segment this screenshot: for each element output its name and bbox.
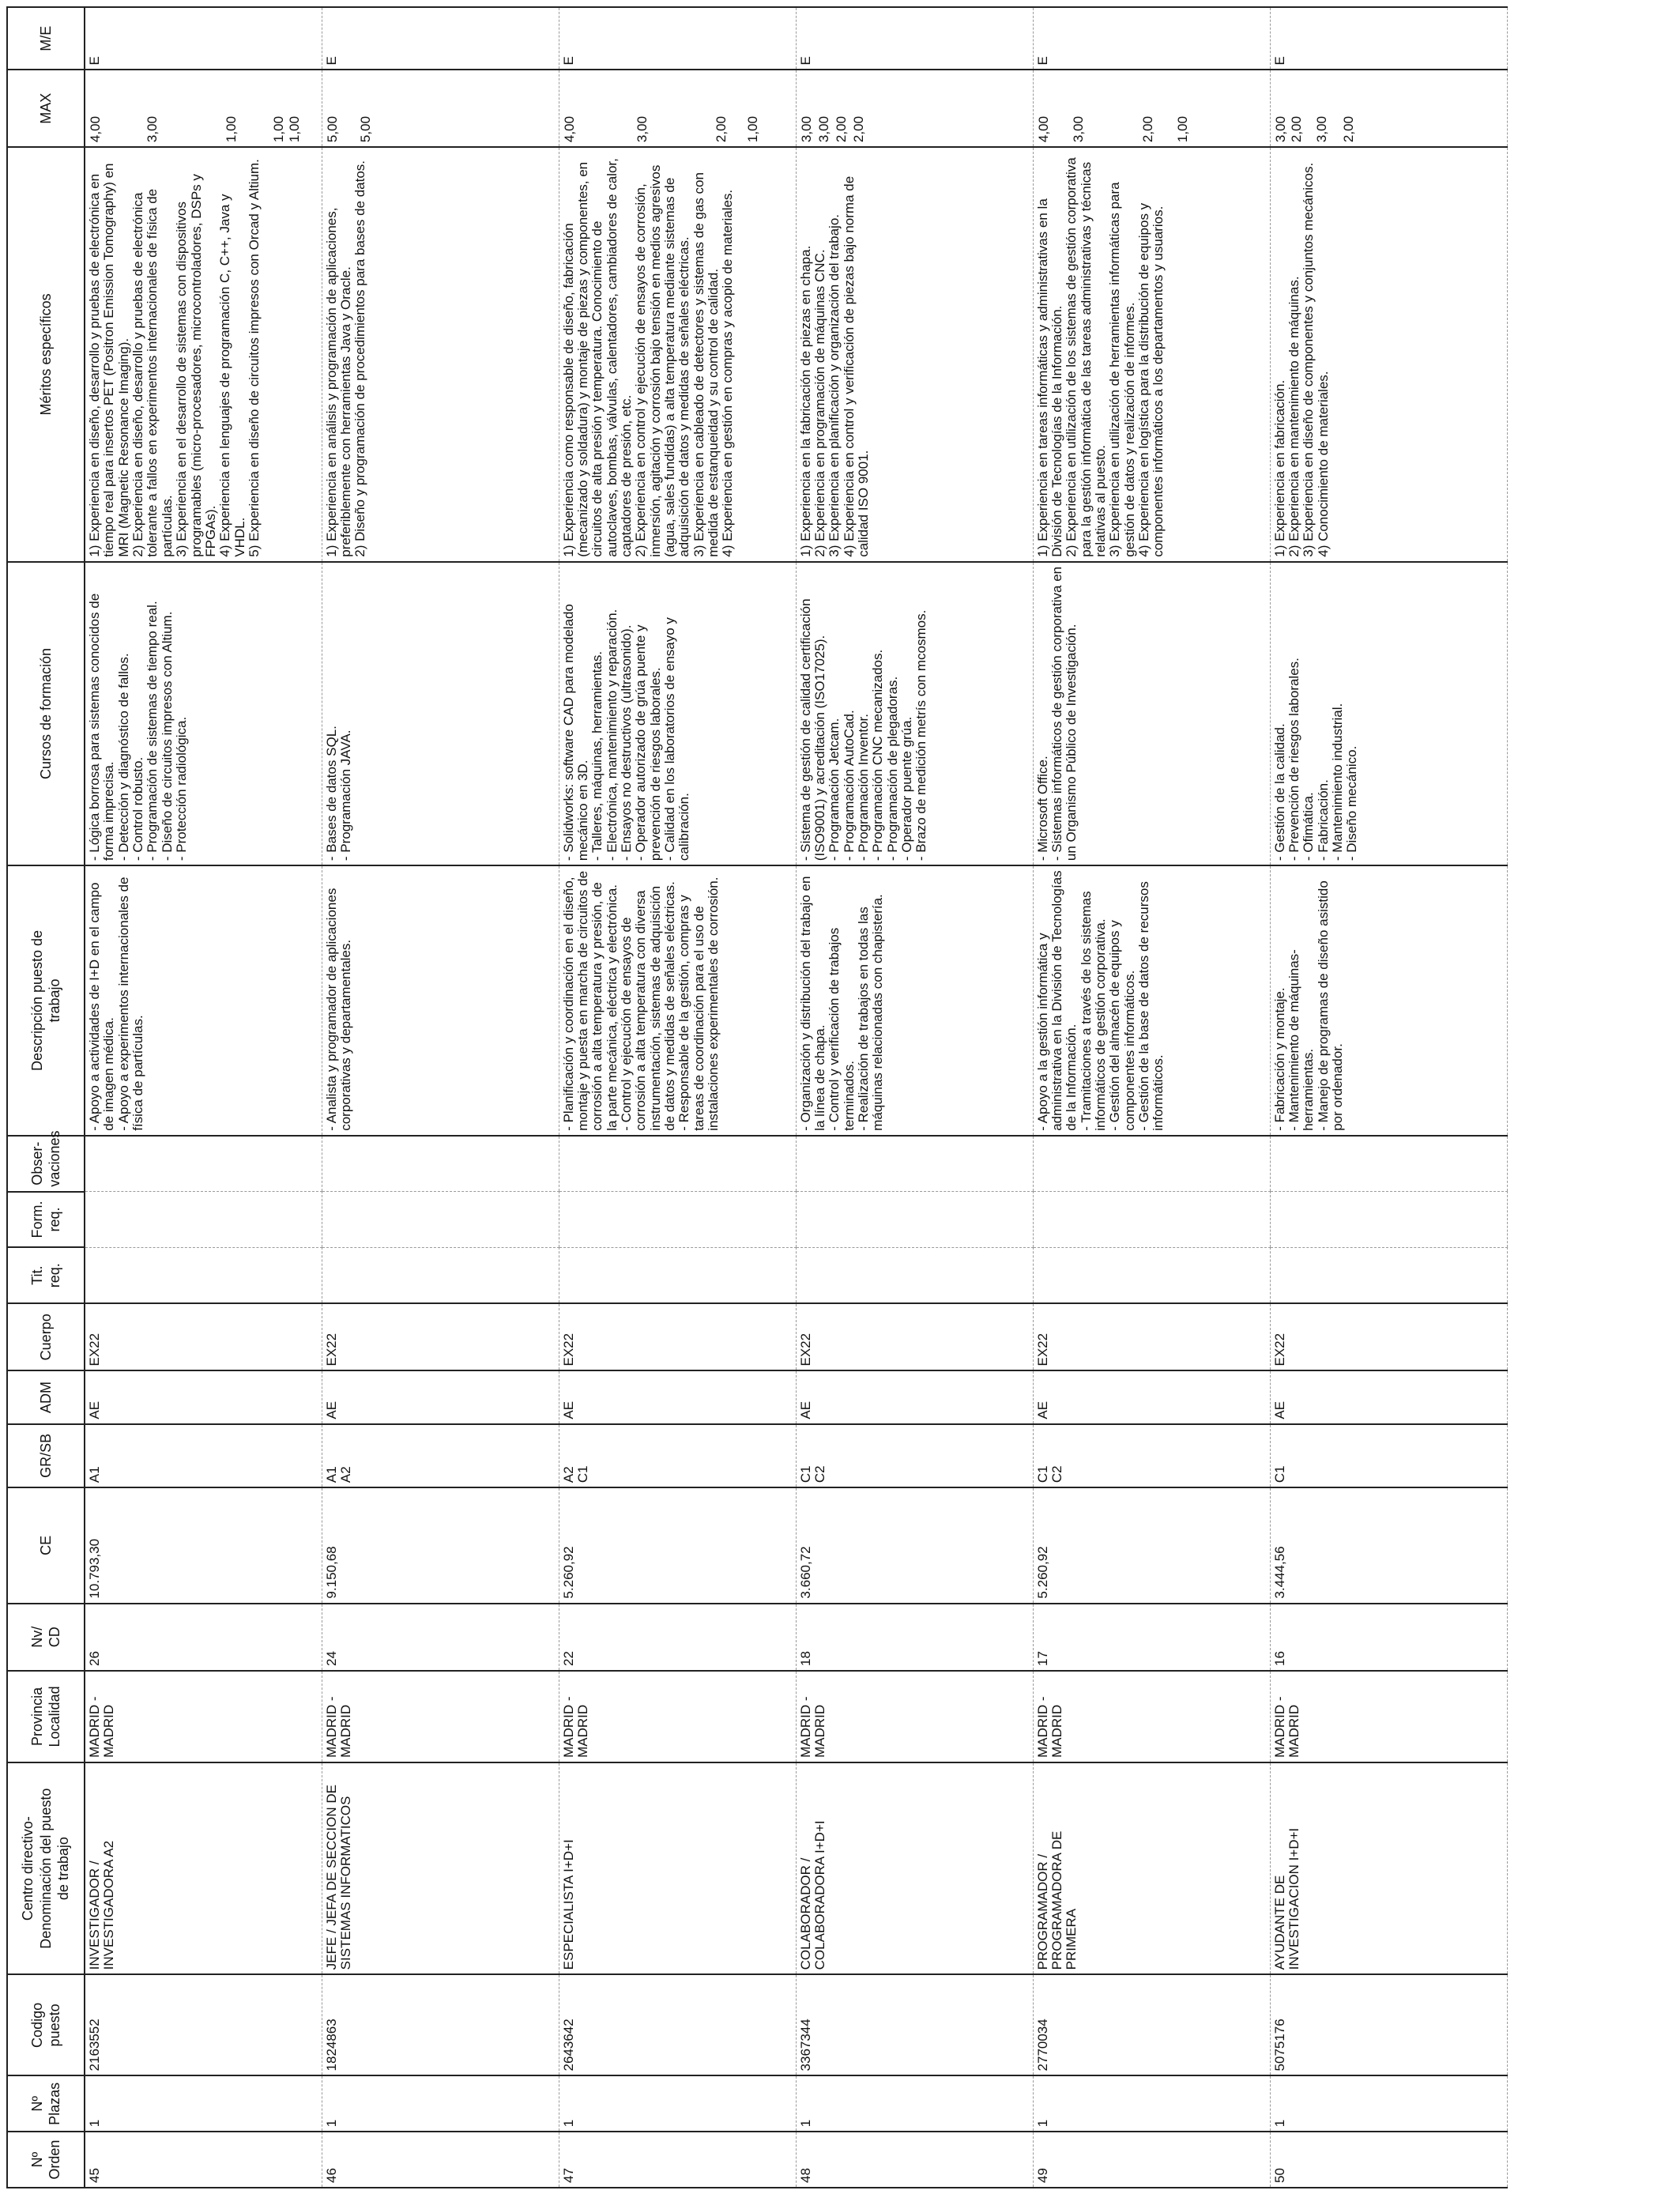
cell-plazas: 1 bbox=[796, 2075, 1033, 2132]
cell-cuerpo: EX22 bbox=[85, 1303, 322, 1370]
max-value: 1,00 bbox=[744, 115, 760, 143]
cell-descripcion: - Apoyo a actividades de I+D en el campo de imagen médica. - Apoyo a experimentos internacionales de física de partículas. bbox=[85, 865, 322, 1136]
header-codigo: Codigo puesto bbox=[7, 1974, 85, 2075]
max-value: 2,00 bbox=[1139, 115, 1155, 143]
cell-codigo: 5075176 bbox=[1270, 1974, 1507, 2075]
cell-meritos: 1) Experiencia como responsable de diseño, fabricación (mecanizado y soldadura) y montaje de piezas y componentes, en circuitos de alta presión y temperatura. Conocimiento de autoclaves, bombas, válvulas, calentadores, cambiadores de calor, captadores de presión, etc. 2) Experiencia en control y ejecución de ensayos de corrosión, inmersión, agitación y corrosión bajo tensión en medios agresivos (agua, sales fundidas) a alta temperatura mediante sistemas de adquisición de datos y medidas de señales eléctricas. 3) Experiencia en cableado de detectores y sistemas de gas con medida de estanqueidad y su control de calidad. 4) Experiencia en gestión en compras y acopio de materiales. bbox=[559, 147, 796, 562]
max-value: 2,00 bbox=[850, 115, 866, 143]
cell-orden: 49 bbox=[1033, 2132, 1270, 2188]
cell-adm: AE bbox=[1033, 1371, 1270, 1424]
cell-titulacion bbox=[796, 1247, 1033, 1303]
cell-centro: COLABORADOR / COLABORADORA I+D+I bbox=[796, 1762, 1033, 1974]
cell-centro: INVESTIGADOR / INVESTIGADORA A2 bbox=[85, 1762, 322, 1974]
cell-adm: AE bbox=[559, 1371, 796, 1424]
cell-grupo: C1 C2 bbox=[796, 1424, 1033, 1488]
cell-provincia: MADRID - MADRID bbox=[1033, 1671, 1270, 1762]
table-body bbox=[85, 7, 1507, 2188]
header-cuerpo: Cuerpo bbox=[7, 1303, 85, 1370]
cell-nivel: 24 bbox=[322, 1604, 559, 1671]
cell-codigo: 1824863 bbox=[322, 1974, 559, 2075]
cell-plazas: 1 bbox=[1270, 2075, 1507, 2132]
cell-provincia: MADRID - MADRID bbox=[1270, 1671, 1507, 1762]
cell-descripcion: - Fabricación y montaje. - Mantenimiento de máquinas-herramientas. - Manejo de programas de diseño asistido por ordenador. bbox=[1270, 865, 1507, 1136]
cell-cuerpo: EX22 bbox=[559, 1303, 796, 1370]
header-row bbox=[7, 7, 85, 2188]
max-value: 1,00 bbox=[224, 115, 239, 143]
max-value: 3,00 bbox=[1272, 115, 1288, 143]
cell-adm: AE bbox=[322, 1371, 559, 1424]
cell-plazas: 1 bbox=[322, 2075, 559, 2132]
cell-max bbox=[796, 70, 1033, 147]
cell-descripcion: - Analista y programador de aplicaciones corporativas y departamentales. bbox=[322, 865, 559, 1136]
cell-cuerpo: EX22 bbox=[322, 1303, 559, 1370]
header-observaciones: Obser- vaciones bbox=[7, 1136, 85, 1192]
cell-formacion bbox=[1033, 1192, 1270, 1248]
cell-cursos: - Solidworks: software CAD para modelado mecánico en 3D. - Talleres, máquinas, herramientas. - Electrónica, mantenimiento y reparación. - Ensayos no destructivos (ultrasonido). - Operador autorizado de grúa puente y prevención de riesgos laborales. - Calidad en los laboratorios de ensayo y calibración. bbox=[559, 562, 796, 865]
cell-ce: 10.793,30 bbox=[85, 1487, 322, 1603]
cell-titulacion bbox=[559, 1247, 796, 1303]
cell-plazas: 1 bbox=[85, 2075, 322, 2132]
cell-max bbox=[322, 70, 559, 147]
table-row bbox=[85, 7, 322, 2188]
cell-orden: 50 bbox=[1270, 2132, 1507, 2188]
max-value: 3,00 bbox=[1313, 115, 1329, 143]
cell-codigo: 3367344 bbox=[796, 1974, 1033, 2075]
header-formacion: Form. req. bbox=[7, 1192, 85, 1248]
table-header bbox=[7, 7, 85, 2188]
cell-nivel: 22 bbox=[559, 1604, 796, 1671]
cell-titulacion bbox=[1270, 1247, 1507, 1303]
cell-grupo: C1 bbox=[1270, 1424, 1507, 1488]
cell-observaciones bbox=[796, 1136, 1033, 1192]
cell-provincia: MADRID - MADRID bbox=[85, 1671, 322, 1762]
max-value: 2,00 bbox=[1340, 115, 1356, 143]
max-value: 2,00 bbox=[713, 115, 729, 143]
max-value: 2,00 bbox=[1288, 115, 1304, 143]
cell-formacion bbox=[796, 1192, 1033, 1248]
cell-ce: 3.660,72 bbox=[796, 1487, 1033, 1603]
max-value: 4,00 bbox=[88, 115, 103, 143]
cell-observaciones bbox=[1033, 1136, 1270, 1192]
cell-meritos: 1) Experiencia en fabricación. 2) Experiencia en mantenimiento de máquinas. 3) Experiencia en diseño de componentes y conjuntos mecánicos. 4) Conocimiento de materiales. bbox=[1270, 147, 1507, 562]
cell-codigo: 2163552 bbox=[85, 1974, 322, 2075]
max-value: 3,00 bbox=[798, 115, 814, 143]
cell-max bbox=[559, 70, 796, 147]
cell-me: E bbox=[322, 7, 559, 70]
cell-orden: 47 bbox=[559, 2132, 796, 2188]
cell-formacion bbox=[85, 1192, 322, 1248]
cell-meritos: 1) Experiencia en diseño, desarrollo y pruebas de electrónica en tiempo real para insertos PET (Positron Emission Tomography) en MRI (Magnetic Resonance Imaging). 2) Experiencia en diseño, desarrollo y pruebas de electrónica tolerante a fallos en experimentos internacionales de física de partículas. 3) Experiencia en el desarrollo de sistemas con dispositivos programables (micro-procesadores, microcontroladores, DSPs y FPGAs). 4) Experiencia en lenguajes de programación C, C++, Java y VHDL. 5) Experiencia en diseño de circuitos impresos con Orcad y Altium. bbox=[85, 147, 322, 562]
cell-grupo: C1 C2 bbox=[1033, 1424, 1270, 1488]
cell-codigo: 2643642 bbox=[559, 1974, 796, 2075]
cell-titulacion bbox=[322, 1247, 559, 1303]
cell-grupo: A1 A2 bbox=[322, 1424, 559, 1488]
cell-centro: JEFE / JEFA DE SECCION DE SISTEMAS INFORMATICOS bbox=[322, 1762, 559, 1974]
cell-me: E bbox=[85, 7, 322, 70]
cell-formacion bbox=[559, 1192, 796, 1248]
cell-provincia: MADRID - MADRID bbox=[559, 1671, 796, 1762]
cell-meritos: 1) Experiencia en tareas informáticas y administrativas en la División de Tecnologías de la Información. 2) Experiencia en utilización de los sistemas de gestión corporativa para la gestión informática de las tareas administrativas y técnicas relativas al puesto. 3) Experiencia en utilización de herramientas informáticas para gestión de datos y realización de informes. 4) Experiencia en logística para la distribución de equipos y componentes informáticos a los departamentos y usuarios. bbox=[1033, 147, 1270, 562]
cell-max bbox=[1033, 70, 1270, 147]
cell-max bbox=[1270, 70, 1507, 147]
header-me: M/E bbox=[7, 7, 85, 70]
cell-cuerpo: EX22 bbox=[796, 1303, 1033, 1370]
header-centro: Centro directivo- Denominación del puesto de trabajo bbox=[7, 1762, 85, 1974]
cell-observaciones bbox=[322, 1136, 559, 1192]
header-orden: Nº Orden bbox=[7, 2132, 85, 2188]
cell-formacion bbox=[322, 1192, 559, 1248]
cell-descripcion: - Planificación y coordinación en el diseño, montaje y puesta en marcha de circuitos de corrosión a alta temperatura y presión, de la parte mecánica, eléctrica y electrónica. - Control y ejecución de ensayos de corrosión a alta temperatura con diversa instrumentación, sistemas de adquisición de datos y medidas de señales eléctricas. - Responsable de la gestión, compras y tareas de coordinación para el uso de instalaciones experimentales de corrosión. bbox=[559, 865, 796, 1136]
cell-me: E bbox=[796, 7, 1033, 70]
cell-centro: AYUDANTE DE INVESTIGACION I+D+I bbox=[1270, 1762, 1507, 1974]
cell-adm: AE bbox=[1270, 1371, 1507, 1424]
cell-meritos: 1) Experiencia en análisis y programación de aplicaciones, preferiblemente con herramientas Java y Oracle. 2) Diseño y programación de procedimientos para bases de datos. bbox=[322, 147, 559, 562]
cell-ce: 3.444,56 bbox=[1270, 1487, 1507, 1603]
cell-observaciones bbox=[1270, 1136, 1507, 1192]
cell-nivel: 26 bbox=[85, 1604, 322, 1671]
max-value: 3,00 bbox=[816, 115, 831, 143]
table-row bbox=[559, 7, 796, 2188]
table-row bbox=[322, 7, 559, 2188]
max-value: 1,00 bbox=[1174, 115, 1190, 143]
header-meritos: Méritos específicos bbox=[7, 147, 85, 562]
cell-cursos: - Microsoft Office. - Sistemas informáticos de gestión corporativa en un Organismo Público de Investigación. bbox=[1033, 562, 1270, 865]
header-nivel: Nv/ CD bbox=[7, 1604, 85, 1671]
cell-adm: AE bbox=[85, 1371, 322, 1424]
cell-me: E bbox=[1033, 7, 1270, 70]
cell-plazas: 1 bbox=[1033, 2075, 1270, 2132]
cell-descripcion: - Apoyo a la gestión informática y administrativa en la División de Tecnologías de la Información. - Tramitaciones a través de los sistemas informáticos de gestión corporativa. - Gestión del almacén de equipos y componentes informáticos. - Gestión de la base de datos de recursos informáticos. bbox=[1033, 865, 1270, 1136]
cell-codigo: 2770034 bbox=[1033, 1974, 1270, 2075]
rotated-table-container bbox=[6, 6, 1500, 2188]
cell-orden: 46 bbox=[322, 2132, 559, 2188]
cell-cuerpo: EX22 bbox=[1270, 1303, 1507, 1370]
cell-titulacion bbox=[1033, 1247, 1270, 1303]
max-value: 2,00 bbox=[833, 115, 849, 143]
cell-grupo: A1 bbox=[85, 1424, 322, 1488]
cell-me: E bbox=[1270, 7, 1507, 70]
cell-nivel: 18 bbox=[796, 1604, 1033, 1671]
max-value: 5,00 bbox=[324, 115, 340, 143]
cell-meritos: 1) Experiencia en la fabricación de piezas en chapa. 2) Experiencia en programación de máquinas CNC. 3) Experiencia en planificación y organización del trabajo. 4) Experiencia en control y verificación de piezas bajo norma de calidad ISO 9001. bbox=[796, 147, 1033, 562]
header-cursos: Cursos de formación bbox=[7, 562, 85, 865]
cell-nivel: 16 bbox=[1270, 1604, 1507, 1671]
cell-descripcion: - Organización y distribución del trabajo en la línea de chapa. - Control y verificación de trabajos terminados. - Realización de trabajos en todas las máquinas relacionadas con chapistería. bbox=[796, 865, 1033, 1136]
table-row bbox=[1270, 7, 1507, 2188]
cell-provincia: MADRID - MADRID bbox=[322, 1671, 559, 1762]
header-grupo: GR/SB bbox=[7, 1424, 85, 1488]
cell-cursos: - Bases de datos SQL. - Programación JAVA. bbox=[322, 562, 559, 865]
cell-ce: 5.260,92 bbox=[1033, 1487, 1270, 1603]
cell-plazas: 1 bbox=[559, 2075, 796, 2132]
cell-observaciones bbox=[85, 1136, 322, 1192]
cell-cursos: - Gestión de la calidad. - Prevención de riesgos laborales. - Ofimática. - Fabricación. - Mantenimiento industrial. - Diseño mecánico. bbox=[1270, 562, 1507, 865]
header-plazas: Nº Plazas bbox=[7, 2075, 85, 2132]
header-provincia: Provincia Localidad bbox=[7, 1671, 85, 1762]
cell-cuerpo: EX22 bbox=[1033, 1303, 1270, 1370]
max-value: 5,00 bbox=[357, 115, 373, 143]
cell-centro: ESPECIALISTA I+D+I bbox=[559, 1762, 796, 1974]
header-descripcion: Descripción puesto de trabajo bbox=[7, 865, 85, 1136]
max-value: 4,00 bbox=[1035, 115, 1051, 143]
table-row bbox=[796, 7, 1033, 2188]
header-adm: ADM bbox=[7, 1371, 85, 1424]
header-max: MAX bbox=[7, 70, 85, 147]
cell-max bbox=[85, 70, 322, 147]
max-value: 4,00 bbox=[561, 115, 577, 143]
cell-centro: PROGRAMADOR / PROGRAMADORA DE PRIMERA bbox=[1033, 1762, 1270, 1974]
cell-orden: 48 bbox=[796, 2132, 1033, 2188]
header-titulacion: Tit. req. bbox=[7, 1247, 85, 1303]
cell-titulacion bbox=[85, 1247, 322, 1303]
cell-cursos: - Lógica borrosa para sistemas conocidos de forma imprecisa. - Detección y diagnóstico de fallos. - Control robusto. - Programación de sistemas de tiempo real. - Diseño de circuitos impresos con Altium. - Protección radiológica. bbox=[85, 562, 322, 865]
cell-orden: 45 bbox=[85, 2132, 322, 2188]
header-ce: CE bbox=[7, 1487, 85, 1603]
max-value: 3,00 bbox=[634, 115, 650, 143]
cell-observaciones bbox=[559, 1136, 796, 1192]
cell-ce: 9.150,68 bbox=[322, 1487, 559, 1603]
job-positions-table bbox=[6, 6, 1508, 2188]
max-value: 3,00 bbox=[1070, 115, 1086, 143]
cell-formacion bbox=[1270, 1192, 1507, 1248]
cell-grupo: A2 C1 bbox=[559, 1424, 796, 1488]
cell-me: E bbox=[559, 7, 796, 70]
max-value: 1,00 bbox=[271, 115, 286, 143]
max-value: 1,00 bbox=[287, 115, 302, 143]
cell-provincia: MADRID - MADRID bbox=[796, 1671, 1033, 1762]
cell-ce: 5.260,92 bbox=[559, 1487, 796, 1603]
cell-adm: AE bbox=[796, 1371, 1033, 1424]
cell-cursos: - Sistema de gestión de calidad certificación (ISO9001) y acreditación (ISO17025). - Programación Jetcam. - Programación AutoCad. - Programación Inventor. - Programación CNC mecanizados. - Programación de plegadoras. - Operador puente grúa. - Brazo de medición metrís con mcosmos. bbox=[796, 562, 1033, 865]
max-value: 3,00 bbox=[145, 115, 160, 143]
table-row bbox=[1033, 7, 1270, 2188]
cell-nivel: 17 bbox=[1033, 1604, 1270, 1671]
